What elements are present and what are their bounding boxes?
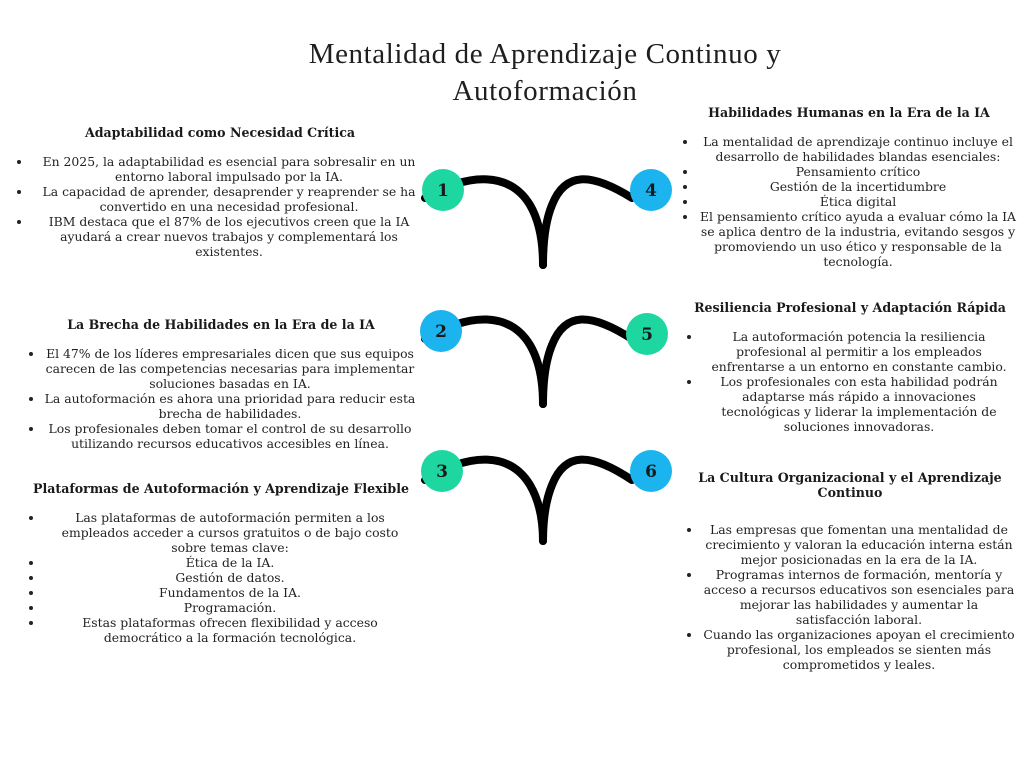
list-item: • Ética digital bbox=[698, 194, 1018, 209]
list-item: • La autoformación es ahora una prioridad para reducir esta brecha de habilidades. bbox=[44, 391, 416, 421]
list-item: • Programas internos de formación, mentoría y acceso a recursos educativos son esenciales para mejorar las habilidades y aumentar la satisfacción laboral. bbox=[702, 567, 1016, 627]
list-item: • IBM destaca que el 87% de los ejecutivos creen que la IA ayudará a crear nuevos trabajos y complementará los existentes. bbox=[32, 214, 426, 259]
step-1-block bbox=[14, 125, 426, 259]
list-item: • Pensamiento crítico bbox=[698, 164, 1018, 179]
step-3-block bbox=[26, 481, 416, 645]
list-item: • La mentalidad de aprendizaje continuo incluye el desarrollo de habilidades blandas esenciales: bbox=[698, 134, 1018, 164]
list-item: • El pensamiento crítico ayuda a evaluar cómo la IA se aplica dentro de la industria, evitando sesgos y promoviendo un uso ético y responsable de la tecnología. bbox=[698, 209, 1018, 269]
step-number: 4 bbox=[645, 181, 657, 201]
step-4-block bbox=[680, 105, 1018, 269]
list-item: • La autoformación potencia la resiliencia profesional al permitir a los empleados enfrentarse a un entorno en constante cambio. bbox=[702, 329, 1016, 374]
step-list bbox=[14, 154, 426, 259]
list-item: • El 47% de los líderes empresariales dicen que sus equipos carecen de las competencias necesarias para implementar soluciones basadas en IA. bbox=[44, 346, 416, 391]
step-list bbox=[26, 346, 416, 451]
step-number: 3 bbox=[436, 462, 448, 482]
step-number: 1 bbox=[437, 181, 449, 201]
step-badge-2 bbox=[420, 310, 462, 352]
step-list bbox=[680, 134, 1018, 269]
list-item: • Los profesionales deben tomar el control de su desarrollo utilizando recursos educativos accesibles en línea. bbox=[44, 421, 416, 451]
step-heading: Habilidades Humanas en la Era de la IA bbox=[708, 105, 990, 120]
step-list bbox=[684, 329, 1016, 434]
step-number: 6 bbox=[645, 462, 657, 482]
list-item: • Las plataformas de autoformación permiten a los empleados acceder a cursos gratuitos o de bajo costo sobre temas clave: bbox=[44, 510, 416, 555]
list-item: • Ética de la IA. bbox=[44, 555, 416, 570]
page-title: Mentalidad de Aprendizaje Continuo y Autoformación bbox=[308, 38, 782, 107]
step-badge-3 bbox=[421, 450, 463, 492]
step-5-block bbox=[684, 300, 1016, 434]
step-6-block bbox=[684, 470, 1016, 672]
step-heading: Adaptabilidad como Necesidad Crítica bbox=[84, 125, 356, 140]
step-badge-1 bbox=[422, 169, 464, 211]
list-item: • Gestión de datos. bbox=[44, 570, 416, 585]
list-item: • La capacidad de aprender, desaprender y reaprender se ha convertido en una necesidad profesional. bbox=[32, 184, 426, 214]
step-list bbox=[684, 522, 1016, 672]
list-item: • Gestión de la incertidumbre bbox=[698, 179, 1018, 194]
list-item: • Cuando las organizaciones apoyan el crecimiento profesional, los empleados se sienten más comprometidos y leales. bbox=[702, 627, 1016, 672]
step-number: 5 bbox=[641, 325, 653, 345]
step-list bbox=[26, 510, 416, 645]
step-heading: Resiliencia Profesional y Adaptación Rápida bbox=[694, 300, 1006, 315]
step-badge-4 bbox=[630, 169, 672, 211]
step-badge-5 bbox=[626, 313, 668, 355]
list-item: • Estas plataformas ofrecen flexibilidad y acceso democrático a la formación tecnológica. bbox=[44, 615, 416, 645]
step-heading: La Cultura Organizacional y el Aprendizaje Continuo bbox=[698, 470, 1002, 500]
step-number: 2 bbox=[435, 322, 447, 342]
list-item: • Las empresas que fomentan una mentalidad de crecimiento y valoran la educación interna están mejor posicionadas en la era de la IA. bbox=[702, 522, 1016, 567]
list-item: • En 2025, la adaptabilidad es esencial para sobresalir en un entorno laboral impulsado por la IA. bbox=[32, 154, 426, 184]
step-heading: Plataformas de Autoformación y Aprendizaje Flexible bbox=[32, 481, 410, 496]
list-item: • Los profesionales con esta habilidad podrán adaptarse más rápido a innovaciones tecnológicas y liderar la implementación de soluciones innovadoras. bbox=[702, 374, 1016, 434]
list-item: • Fundamentos de la IA. bbox=[44, 585, 416, 600]
step-badge-6 bbox=[630, 450, 672, 492]
step-heading: La Brecha de Habilidades en la Era de la IA bbox=[67, 317, 375, 332]
step-2-block bbox=[26, 317, 416, 451]
list-item: • Programación. bbox=[44, 600, 416, 615]
